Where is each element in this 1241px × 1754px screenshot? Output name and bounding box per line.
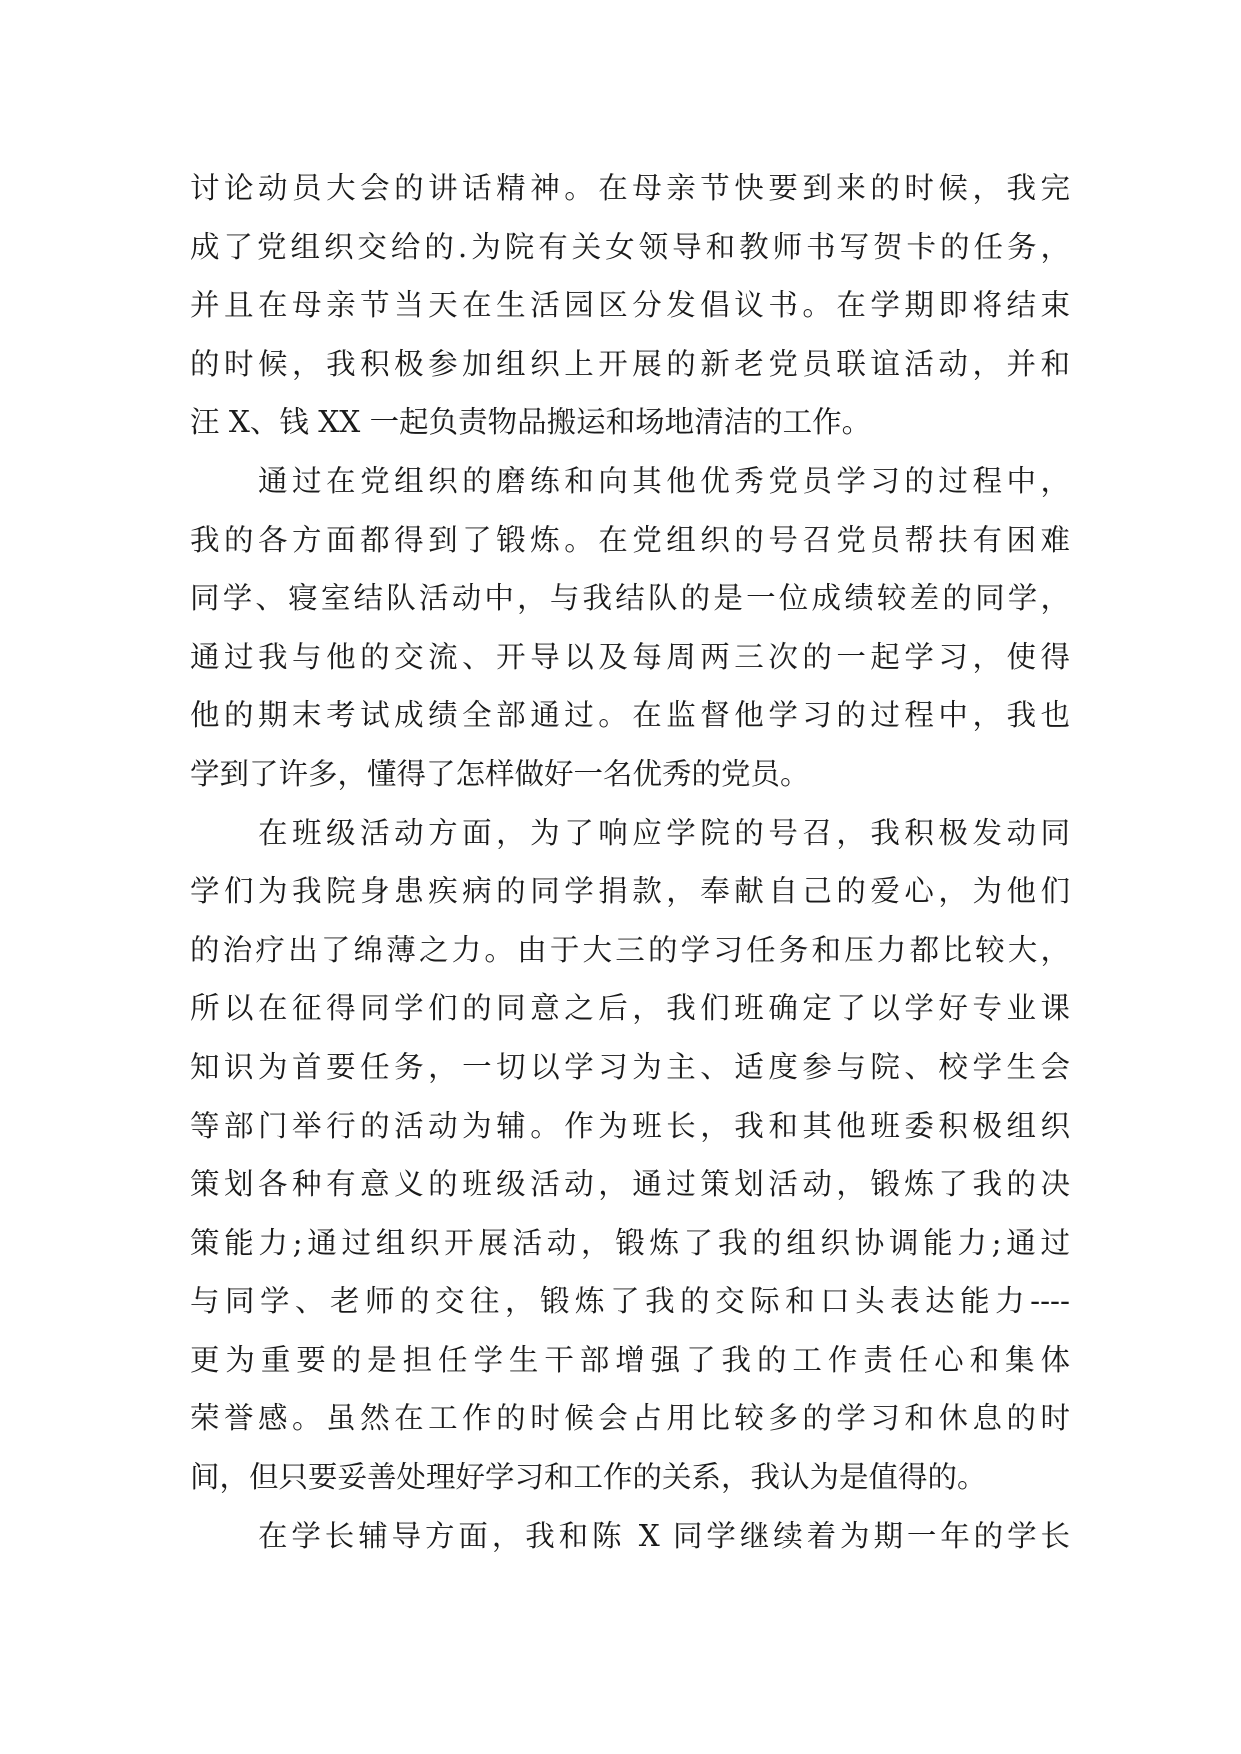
text-line: 通过我与他的交流、开导以及每周两三次的一起学习，使得 [190, 639, 1070, 674]
text-line: 知识为首要任务，一切以学习为主、适度参与院、校学生会 [190, 1049, 1070, 1084]
text-line: 的时候，我积极参加组织上开展的新老党员联谊活动，并和 [190, 346, 1070, 381]
text-line: 所以在征得同学们的同意之后，我们班确定了以学好专业课 [190, 991, 1070, 1026]
text-line: 讨论动员大会的讲话精神。在母亲节快要到来的时候，我完 [190, 171, 1070, 205]
text-line: 与同学、老师的交往，锻炼了我的交际和口头表达能力---- [190, 1284, 1070, 1319]
text-line: 我的各方面都得到了锻炼。在党组织的号召党员帮扶有困难 [190, 522, 1070, 557]
text-line: 策划各种有意义的班级活动，通过策划活动，锻炼了我的决 [190, 1167, 1070, 1202]
text-line: 更为重要的是担任学生干部增强了我的工作责任心和集体 [190, 1342, 1070, 1377]
text-line: 并且在母亲节当天在生活园区分发倡议书。在学期即将结束 [190, 288, 1070, 323]
text-line: 荣誉感。虽然在工作的时候会占用比较多的学习和休息的时 [190, 1401, 1070, 1436]
text-line: 同学、寝室结队活动中，与我结队的是一位成绩较差的同学， [190, 581, 1070, 616]
text-line: 在班级活动方面，为了响应学院的号召，我积极发动同 [258, 815, 1070, 850]
text-line: 策能力;通过组织开展活动，锻炼了我的组织协调能力;通过 [190, 1225, 1070, 1260]
text-line: 学到了许多，懂得了怎样做好一名优秀的党员。 [190, 756, 810, 791]
document-body [190, 159, 1070, 1565]
text-line: 间，但只要妥善处理好学习和工作的关系，我认为是值得的。 [190, 1460, 987, 1495]
text-line: 汪 X、钱 XX 一起负责物品搬运和场地清洁的工作。 [190, 405, 872, 440]
text-line: 的治疗出了绵薄之力。由于大三的学习任务和压力都比较大， [190, 932, 1070, 967]
text-line: 在学长辅导方面，我和陈 X 同学继续着为期一年的学长 [258, 1518, 1070, 1553]
text-line: 成了党组织交给的.为院有关女领导和教师书写贺卡的任务， [190, 229, 1070, 264]
text-line: 等部门举行的活动为辅。作为班长，我和其他班委积极组织 [190, 1108, 1070, 1143]
text-line: 他的期末考试成绩全部通过。在监督他学习的过程中，我也 [190, 698, 1070, 733]
text-line: 通过在党组织的磨练和向其他优秀党员学习的过程中， [258, 463, 1070, 498]
text-line: 学们为我院身患疾病的同学捐款，奉献自己的爱心，为他们 [190, 874, 1070, 909]
